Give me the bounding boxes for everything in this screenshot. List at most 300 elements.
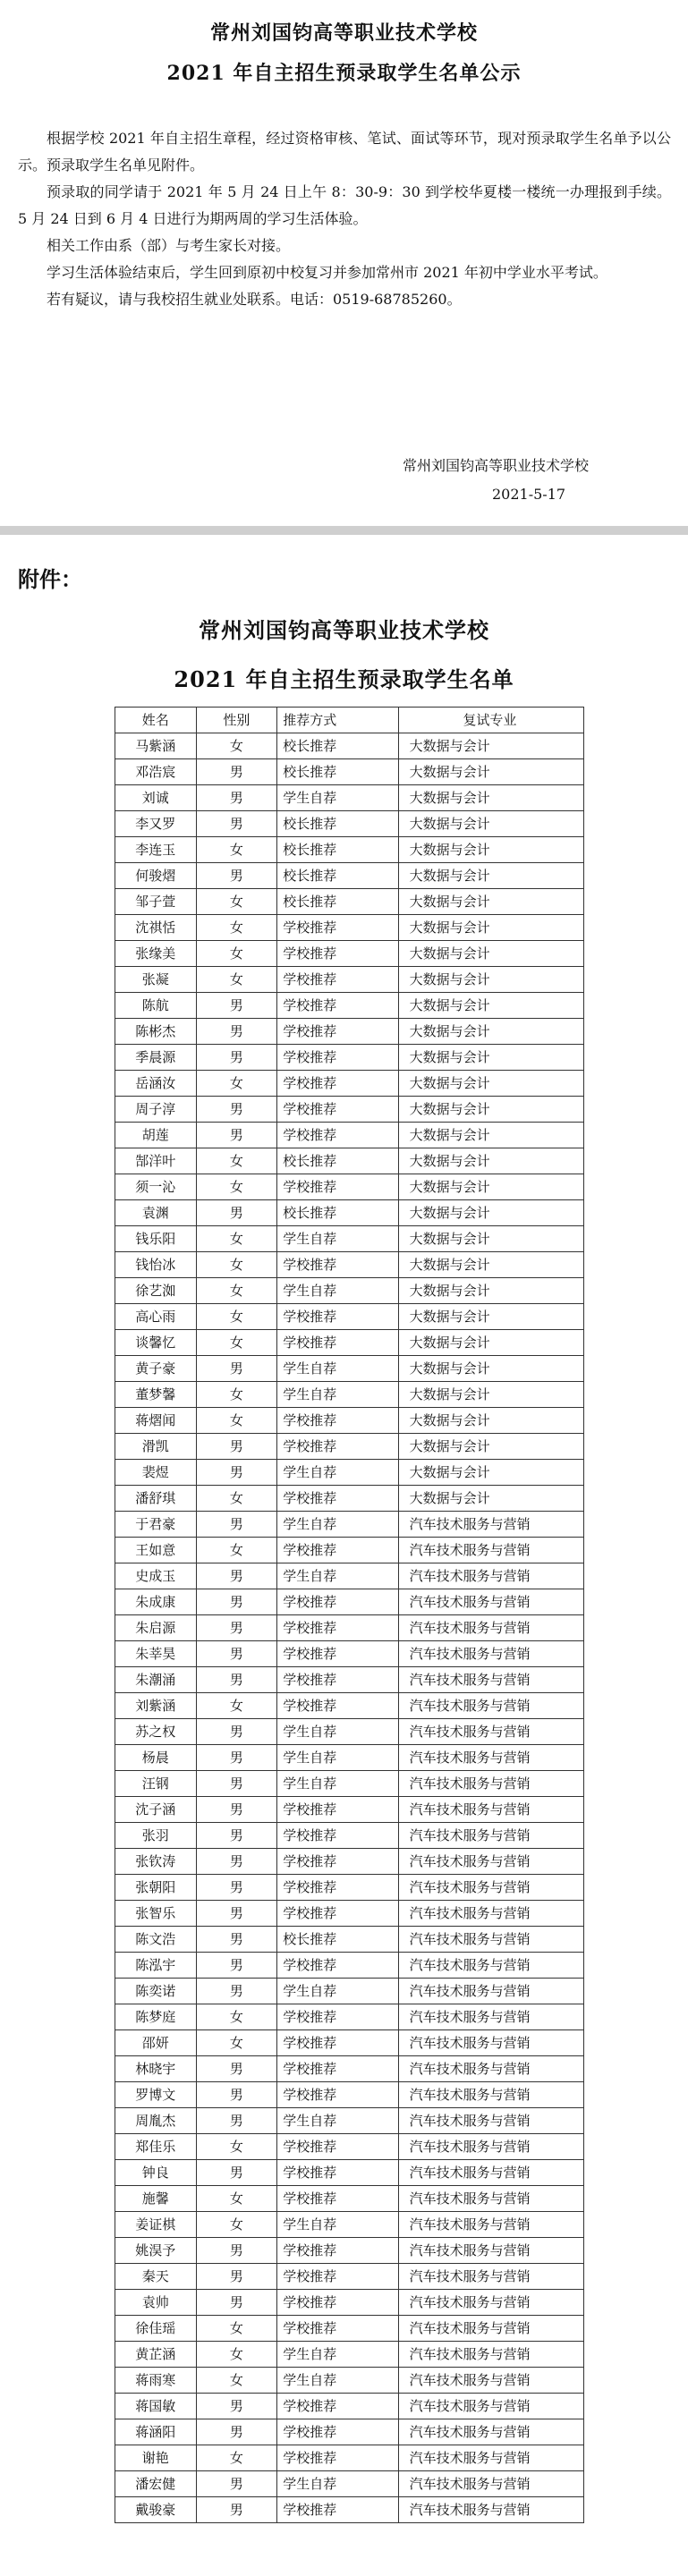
table-row — [115, 785, 584, 811]
cell-gender: 男 — [196, 1563, 277, 1589]
cell-name: 施馨 — [115, 2186, 197, 2212]
table-row — [115, 811, 584, 837]
cell-method: 学校推荐 — [277, 1304, 398, 1330]
table-row — [115, 941, 584, 967]
cell-method: 校长推荐 — [277, 837, 398, 863]
table-row — [115, 1797, 584, 1823]
cell-method: 学校推荐 — [277, 2186, 398, 2212]
cell-name: 王如意 — [115, 1538, 197, 1563]
cell-name: 郜洋叶 — [115, 1148, 197, 1174]
cell-major: 大数据与会计 — [398, 837, 583, 863]
table-row — [115, 1174, 584, 1200]
cell-name: 裴煜 — [115, 1460, 197, 1486]
attachment-label: 附件： — [18, 566, 82, 592]
table-row — [115, 1693, 584, 1719]
cell-method: 学校推荐 — [277, 1408, 398, 1434]
cell-major: 汽车技术服务与营销 — [398, 2186, 583, 2212]
cell-gender: 女 — [196, 1693, 277, 1719]
cell-major: 汽车技术服务与营销 — [398, 2134, 583, 2160]
cell-method: 学校推荐 — [277, 2056, 398, 2082]
cell-major: 大数据与会计 — [398, 733, 583, 759]
table-header-row — [115, 708, 584, 733]
header-gender: 性别 — [196, 708, 277, 733]
signature-school: 常州刘国钧高等职业技术学校 — [403, 457, 590, 474]
table-row — [115, 1901, 584, 1927]
table-row — [115, 967, 584, 993]
cell-name: 周子淳 — [115, 1097, 197, 1123]
cell-method: 学校推荐 — [277, 1693, 398, 1719]
cell-gender: 男 — [196, 1901, 277, 1927]
table-row — [115, 1382, 584, 1408]
cell-method: 校长推荐 — [277, 1927, 398, 1953]
cell-gender: 男 — [196, 785, 277, 811]
cell-name: 刘诚 — [115, 785, 197, 811]
table-row — [115, 2368, 584, 2394]
cell-gender: 女 — [196, 1538, 277, 1563]
cell-major: 汽车技术服务与营销 — [398, 1849, 583, 1875]
cell-gender: 男 — [196, 2394, 277, 2419]
cell-method: 校长推荐 — [277, 733, 398, 759]
table-row — [115, 1278, 584, 1304]
cell-major: 汽车技术服务与营销 — [398, 1641, 583, 1667]
table-row — [115, 2471, 584, 2497]
cell-major: 汽车技术服务与营销 — [398, 1667, 583, 1693]
cell-name: 汪钢 — [115, 1771, 197, 1797]
cell-major: 大数据与会计 — [398, 1226, 583, 1252]
cell-major: 大数据与会计 — [398, 993, 583, 1019]
cell-gender: 女 — [196, 1071, 277, 1097]
cell-major: 汽车技术服务与营销 — [398, 1563, 583, 1589]
table-row — [115, 1252, 584, 1278]
table-row — [115, 1719, 584, 1745]
table-row — [115, 1538, 584, 1563]
cell-name: 蒋涵阳 — [115, 2419, 197, 2445]
cell-gender: 男 — [196, 1979, 277, 2004]
cell-major: 汽车技术服务与营销 — [398, 2290, 583, 2316]
cell-gender: 女 — [196, 1330, 277, 1356]
cell-name: 刘紫涵 — [115, 1693, 197, 1719]
cell-method: 学校推荐 — [277, 1071, 398, 1097]
cell-gender: 女 — [196, 2368, 277, 2394]
cell-major: 大数据与会计 — [398, 785, 583, 811]
cell-gender: 男 — [196, 1823, 277, 1849]
cell-major: 汽车技术服务与营销 — [398, 1615, 583, 1641]
cell-method: 学校推荐 — [277, 1641, 398, 1667]
table-row — [115, 1330, 584, 1356]
table-row — [115, 1486, 584, 1512]
cell-major: 汽车技术服务与营销 — [398, 2497, 583, 2523]
cell-major: 大数据与会计 — [398, 1408, 583, 1434]
cell-gender: 男 — [196, 759, 277, 785]
table-row — [115, 889, 584, 915]
notice-paragraph: 若有疑议，请与我校招生就业处联系。电话：0519-68785260。 — [47, 291, 462, 308]
table-row — [115, 863, 584, 889]
cell-major: 汽车技术服务与营销 — [398, 2445, 583, 2471]
cell-method: 学校推荐 — [277, 1434, 398, 1460]
cell-method: 校长推荐 — [277, 1148, 398, 1174]
cell-name: 谈馨忆 — [115, 1330, 197, 1356]
table-row — [115, 1849, 584, 1875]
table-row — [115, 2004, 584, 2030]
cell-major: 大数据与会计 — [398, 1200, 583, 1226]
cell-method: 学生自荐 — [277, 1719, 398, 1745]
cell-method: 学生自荐 — [277, 785, 398, 811]
cell-major: 大数据与会计 — [398, 889, 583, 915]
cell-gender: 男 — [196, 1615, 277, 1641]
cell-major: 汽车技术服务与营销 — [398, 1589, 583, 1615]
cell-name: 罗博文 — [115, 2082, 197, 2108]
cell-method: 学校推荐 — [277, 2497, 398, 2523]
table-row — [115, 2238, 584, 2264]
cell-gender: 男 — [196, 1460, 277, 1486]
cell-name: 黄芷涵 — [115, 2342, 197, 2368]
cell-major: 大数据与会计 — [398, 1304, 583, 1330]
cell-gender: 男 — [196, 2082, 277, 2108]
cell-major: 汽车技术服务与营销 — [398, 1979, 583, 2004]
cell-name: 陈彬杰 — [115, 1019, 197, 1045]
table-row — [115, 2134, 584, 2160]
cell-major: 汽车技术服务与营销 — [398, 1771, 583, 1797]
cell-method: 校长推荐 — [277, 1200, 398, 1226]
cell-gender: 男 — [196, 1771, 277, 1797]
table-row — [115, 2108, 584, 2134]
cell-method: 学生自荐 — [277, 1278, 398, 1304]
cell-major: 汽车技术服务与营销 — [398, 2056, 583, 2082]
cell-name: 姚淏予 — [115, 2238, 197, 2264]
cell-major: 汽车技术服务与营销 — [398, 1745, 583, 1771]
cell-method: 学生自荐 — [277, 1382, 398, 1408]
cell-gender: 男 — [196, 1356, 277, 1382]
cell-gender: 男 — [196, 1045, 277, 1071]
cell-method: 学生自荐 — [277, 1356, 398, 1382]
table-row — [115, 1460, 584, 1486]
cell-gender: 女 — [196, 2134, 277, 2160]
cell-method: 学校推荐 — [277, 2030, 398, 2056]
table-row — [115, 1123, 584, 1148]
table-row — [115, 2212, 584, 2238]
cell-major: 汽车技术服务与营销 — [398, 1927, 583, 1953]
cell-gender: 男 — [196, 1434, 277, 1460]
cell-major: 大数据与会计 — [398, 1019, 583, 1045]
cell-major: 汽车技术服务与营销 — [398, 2394, 583, 2419]
cell-method: 学校推荐 — [277, 1538, 398, 1563]
cell-major: 汽车技术服务与营销 — [398, 1719, 583, 1745]
cell-gender: 女 — [196, 941, 277, 967]
table-row — [115, 1019, 584, 1045]
cell-name: 钟良 — [115, 2160, 197, 2186]
cell-method: 学生自荐 — [277, 2108, 398, 2134]
cell-gender: 男 — [196, 1641, 277, 1667]
cell-method: 学生自荐 — [277, 1226, 398, 1252]
cell-major: 大数据与会计 — [398, 1252, 583, 1278]
table-row — [115, 2290, 584, 2316]
cell-name: 陈航 — [115, 993, 197, 1019]
cell-gender: 男 — [196, 1097, 277, 1123]
cell-gender: 男 — [196, 1927, 277, 1953]
table-row — [115, 1589, 584, 1615]
cell-method: 学校推荐 — [277, 1615, 398, 1641]
cell-major: 汽车技术服务与营销 — [398, 1823, 583, 1849]
table-row — [115, 1071, 584, 1097]
cell-major: 汽车技术服务与营销 — [398, 2316, 583, 2342]
header-name: 姓名 — [115, 708, 197, 733]
cell-method: 学校推荐 — [277, 1849, 398, 1875]
cell-major: 大数据与会计 — [398, 1382, 583, 1408]
table-row — [115, 2497, 584, 2523]
cell-gender: 女 — [196, 2212, 277, 2238]
cell-major: 汽车技术服务与营销 — [398, 1512, 583, 1538]
table-row — [115, 2419, 584, 2445]
cell-method: 学校推荐 — [277, 1901, 398, 1927]
cell-gender: 男 — [196, 993, 277, 1019]
cell-method: 学校推荐 — [277, 1123, 398, 1148]
cell-gender: 女 — [196, 1252, 277, 1278]
cell-gender: 男 — [196, 1019, 277, 1045]
cell-method: 学校推荐 — [277, 1045, 398, 1071]
cell-gender: 女 — [196, 1148, 277, 1174]
cell-gender: 女 — [196, 1408, 277, 1434]
cell-major: 大数据与会计 — [398, 915, 583, 941]
cell-name: 蒋国敏 — [115, 2394, 197, 2419]
table-row — [115, 2394, 584, 2419]
cell-method: 校长推荐 — [277, 811, 398, 837]
cell-gender: 男 — [196, 1953, 277, 1979]
cell-gender: 女 — [196, 1226, 277, 1252]
cell-major: 汽车技术服务与营销 — [398, 2212, 583, 2238]
cell-major: 汽车技术服务与营销 — [398, 1538, 583, 1563]
table-row — [115, 1304, 584, 1330]
cell-name: 谢艳 — [115, 2445, 197, 2471]
cell-method: 学生自荐 — [277, 2212, 398, 2238]
cell-major: 大数据与会计 — [398, 1278, 583, 1304]
cell-gender: 女 — [196, 1382, 277, 1408]
cell-gender: 女 — [196, 2342, 277, 2368]
cell-method: 学校推荐 — [277, 2316, 398, 2342]
cell-gender: 女 — [196, 1278, 277, 1304]
cell-name: 胡莲 — [115, 1123, 197, 1148]
cell-name: 钱乐阳 — [115, 1226, 197, 1252]
header-method: 推荐方式 — [277, 708, 398, 733]
cell-gender: 男 — [196, 2056, 277, 2082]
attachment-school-name: 常州刘国钧高等职业技术学校 — [199, 617, 489, 643]
table-row — [115, 2082, 584, 2108]
notice-body — [18, 125, 671, 313]
cell-name: 袁渊 — [115, 1200, 197, 1226]
cell-method: 学校推荐 — [277, 2160, 398, 2186]
cell-name: 郑佳乐 — [115, 2134, 197, 2160]
cell-name: 潘舒琪 — [115, 1486, 197, 1512]
cell-name: 徐佳瑶 — [115, 2316, 197, 2342]
cell-name: 何骏熠 — [115, 863, 197, 889]
cell-name: 滑凯 — [115, 1434, 197, 1460]
cell-name: 李连玉 — [115, 837, 197, 863]
cell-gender: 男 — [196, 2290, 277, 2316]
table-row — [115, 2316, 584, 2342]
cell-name: 史成玉 — [115, 1563, 197, 1589]
cell-gender: 女 — [196, 733, 277, 759]
table-row — [115, 1979, 584, 2004]
cell-method: 学校推荐 — [277, 2004, 398, 2030]
cell-gender: 男 — [196, 863, 277, 889]
cell-name: 马紫涵 — [115, 733, 197, 759]
cell-gender: 女 — [196, 915, 277, 941]
cell-method: 学校推荐 — [277, 2238, 398, 2264]
table-row — [115, 1667, 584, 1693]
cell-method: 学生自荐 — [277, 1745, 398, 1771]
cell-name: 于君豪 — [115, 1512, 197, 1538]
cell-major: 汽车技术服务与营销 — [398, 1875, 583, 1901]
cell-major: 汽车技术服务与营销 — [398, 2030, 583, 2056]
cell-name: 邹子萱 — [115, 889, 197, 915]
cell-name: 董梦馨 — [115, 1382, 197, 1408]
cell-name: 潘宏健 — [115, 2471, 197, 2497]
table-row — [115, 1148, 584, 1174]
cell-gender: 男 — [196, 1745, 277, 1771]
cell-name: 季晨源 — [115, 1045, 197, 1071]
admission-table — [115, 707, 584, 2523]
cell-method: 学校推荐 — [277, 2290, 398, 2316]
cell-method: 学校推荐 — [277, 2264, 398, 2290]
cell-name: 张钦涛 — [115, 1849, 197, 1875]
cell-major: 大数据与会计 — [398, 1356, 583, 1382]
cell-method: 学校推荐 — [277, 2394, 398, 2419]
cell-gender: 男 — [196, 2264, 277, 2290]
section-divider — [0, 526, 688, 535]
cell-name: 蒋熠闻 — [115, 1408, 197, 1434]
cell-gender: 男 — [196, 2497, 277, 2523]
cell-major: 大数据与会计 — [398, 811, 583, 837]
cell-method: 学校推荐 — [277, 993, 398, 1019]
cell-gender: 女 — [196, 2030, 277, 2056]
cell-name: 张缘美 — [115, 941, 197, 967]
table-row — [115, 1097, 584, 1123]
table-row — [115, 2445, 584, 2471]
cell-method: 学校推荐 — [277, 1330, 398, 1356]
cell-method: 学生自荐 — [277, 1771, 398, 1797]
cell-method: 学校推荐 — [277, 1875, 398, 1901]
cell-method: 学生自荐 — [277, 2471, 398, 2497]
cell-major: 大数据与会计 — [398, 1486, 583, 1512]
cell-major: 大数据与会计 — [398, 1071, 583, 1097]
cell-method: 学校推荐 — [277, 2419, 398, 2445]
table-row — [115, 1045, 584, 1071]
cell-name: 戴骏豪 — [115, 2497, 197, 2523]
table-row — [115, 2056, 584, 2082]
cell-method: 校长推荐 — [277, 889, 398, 915]
signature-date: 2021-5-17 — [492, 486, 566, 503]
cell-gender: 女 — [196, 2445, 277, 2471]
table-row — [115, 1927, 584, 1953]
cell-gender: 男 — [196, 1512, 277, 1538]
cell-gender: 男 — [196, 811, 277, 837]
cell-method: 学校推荐 — [277, 2445, 398, 2471]
cell-gender: 女 — [196, 889, 277, 915]
cell-gender: 女 — [196, 2004, 277, 2030]
cell-name: 朱莘昊 — [115, 1641, 197, 1667]
notice-signature — [403, 452, 671, 509]
cell-gender: 女 — [196, 1486, 277, 1512]
table-row — [115, 1408, 584, 1434]
cell-major: 汽车技术服务与营销 — [398, 2264, 583, 2290]
cell-name: 苏之权 — [115, 1719, 197, 1745]
cell-method: 学校推荐 — [277, 915, 398, 941]
header-major: 复试专业 — [398, 708, 583, 733]
cell-name: 林晓宇 — [115, 2056, 197, 2082]
cell-gender: 男 — [196, 2419, 277, 2445]
cell-name: 邵妍 — [115, 2030, 197, 2056]
table-row — [115, 2186, 584, 2212]
cell-name: 姜证棋 — [115, 2212, 197, 2238]
cell-method: 校长推荐 — [277, 759, 398, 785]
cell-major: 汽车技术服务与营销 — [398, 1797, 583, 1823]
cell-gender: 男 — [196, 2471, 277, 2497]
cell-name: 朱成康 — [115, 1589, 197, 1615]
cell-major: 汽车技术服务与营销 — [398, 2082, 583, 2108]
cell-major: 大数据与会计 — [398, 759, 583, 785]
notice-school-name: 常州刘国钧高等职业技术学校 — [209, 21, 478, 45]
cell-method: 学生自荐 — [277, 2368, 398, 2394]
table-row — [115, 1771, 584, 1797]
cell-name: 秦天 — [115, 2264, 197, 2290]
table-row — [115, 1875, 584, 1901]
notice-paragraph: 学习生活体验结束后，学生回到原初中校复习并参加常州市 2021 年初中学业水平考试。 — [47, 264, 607, 281]
cell-major: 汽车技术服务与营销 — [398, 2160, 583, 2186]
table-row — [115, 2264, 584, 2290]
cell-name: 陈泓宇 — [115, 1953, 197, 1979]
cell-method: 学校推荐 — [277, 967, 398, 993]
cell-name: 李又罗 — [115, 811, 197, 837]
cell-major: 大数据与会计 — [398, 1434, 583, 1460]
cell-method: 学校推荐 — [277, 2082, 398, 2108]
cell-name: 张凝 — [115, 967, 197, 993]
cell-gender: 男 — [196, 2108, 277, 2134]
notice-title: 2021 年自主招生预录取学生名单公示 — [166, 62, 522, 85]
cell-major: 大数据与会计 — [398, 1123, 583, 1148]
cell-name: 沈子涵 — [115, 1797, 197, 1823]
cell-method: 学生自荐 — [277, 1460, 398, 1486]
cell-method: 学校推荐 — [277, 1953, 398, 1979]
cell-name: 邓浩宸 — [115, 759, 197, 785]
cell-name: 袁帅 — [115, 2290, 197, 2316]
cell-method: 学生自荐 — [277, 1512, 398, 1538]
cell-gender: 女 — [196, 2186, 277, 2212]
cell-major: 汽车技术服务与营销 — [398, 2108, 583, 2134]
table-row — [115, 2030, 584, 2056]
cell-method: 学校推荐 — [277, 1174, 398, 1200]
cell-major: 汽车技术服务与营销 — [398, 2471, 583, 2497]
cell-major: 汽车技术服务与营销 — [398, 1953, 583, 1979]
cell-gender: 男 — [196, 1719, 277, 1745]
cell-name: 蒋雨寒 — [115, 2368, 197, 2394]
cell-major: 汽车技术服务与营销 — [398, 2419, 583, 2445]
table-row — [115, 1356, 584, 1382]
cell-method: 学生自荐 — [277, 1979, 398, 2004]
cell-major: 汽车技术服务与营销 — [398, 2342, 583, 2368]
cell-major: 大数据与会计 — [398, 1460, 583, 1486]
cell-major: 汽车技术服务与营销 — [398, 1693, 583, 1719]
cell-name: 陈文浩 — [115, 1927, 197, 1953]
cell-gender: 男 — [196, 2238, 277, 2264]
notice-paragraph: 预录取的同学请于 2021 年 5 月 24 日上午 8：30-9：30 到学校华夏楼一楼统一办理报到手续。5 月 24 日到 6 月 4 日进行为期两周的学习生活体验。 — [18, 183, 671, 227]
table-row — [115, 1615, 584, 1641]
cell-major: 大数据与会计 — [398, 1174, 583, 1200]
table-row — [115, 915, 584, 941]
cell-name: 张朝阳 — [115, 1875, 197, 1901]
cell-name: 杨晨 — [115, 1745, 197, 1771]
table-row — [115, 1563, 584, 1589]
table-row — [115, 1200, 584, 1226]
notice-paragraph: 相关工作由系（部）与考生家长对接。 — [47, 237, 291, 254]
